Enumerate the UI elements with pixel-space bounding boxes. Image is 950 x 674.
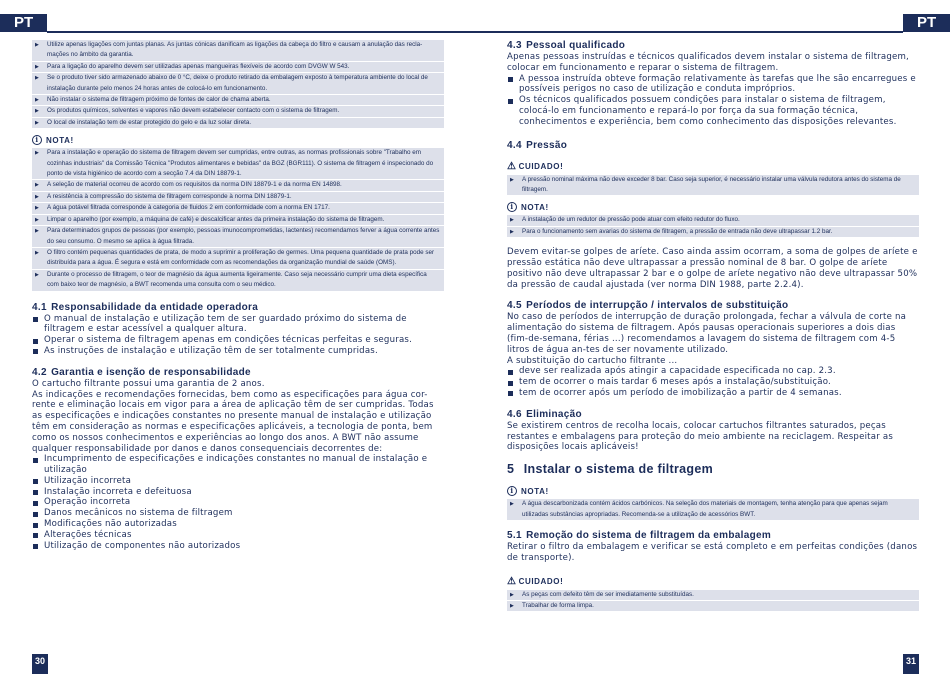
list-item: ▶ A resistência à compressão do sistema de filtragem corresponde à norma DIN 18879-1. bbox=[32, 192, 444, 202]
caution-list bbox=[507, 175, 919, 196]
list-item: Utilização de componentes não autorizados bbox=[32, 541, 444, 552]
list-item: ▶ Para o funcionamento sem avarias do sistema de filtragem, a pressão de entrada não deve ultrapassar 1.2 bar. bbox=[507, 227, 919, 237]
note-heading bbox=[32, 134, 444, 146]
list-item: ▶ Os produtos químicos, solventes e vapores não devem estabelecer contacto com o sistema de filtragem. bbox=[32, 106, 444, 116]
language-tab-right: PT bbox=[903, 14, 950, 32]
note-label: NOTA! bbox=[46, 135, 74, 145]
header-rule bbox=[47, 31, 903, 33]
list-item: Modificações não autorizadas bbox=[32, 519, 444, 530]
section-5-1-body: Retirar o filtro da embalagem e verificar se está completo e em perfeitas condições (danos de transporte). bbox=[507, 541, 918, 563]
list-item: ▶ A pressão nominal máxima não deve exceder 8 bar. Caso seja superior, é necessário instalar uma válvula redutora antes do sistema de filtragem. bbox=[507, 175, 919, 196]
list-item: tem de ocorrer após um período de imobilização a partir de 4 semanas. bbox=[507, 388, 919, 399]
warning-triangle-icon: ⚠ bbox=[507, 575, 517, 587]
warning-triangle-icon: ⚠ bbox=[507, 160, 517, 172]
list-item: ▶ Utilize apenas ligações com juntas planas. As juntas cónicas danificam as ligações da cabeça do filtro e causam a anulação das recla-mações no âmbito da garantia. bbox=[32, 40, 444, 61]
list-item: Incumprimento de especificações e indicações constantes no manual de instalação e utilização bbox=[32, 454, 444, 476]
list-item: ▶ A instalação de um redutor de pressão pode atuar com efeito redutor do fluxo. bbox=[507, 215, 919, 225]
info-icon: i bbox=[507, 486, 517, 496]
list-item: As instruções de instalação e utilização têm de ser totalmente cumpridas. bbox=[32, 346, 444, 357]
note-list bbox=[507, 215, 919, 237]
list-item: ▶ Limpar o aparelho (por exemplo, a máquina de café) e descalcificar antes da primeira instalação do sistema de filtragem. bbox=[32, 215, 444, 225]
list-item: A pessoa instruída obteve formação relativamente às tarefas que lhe são encarregues e possíveis perigos no caso de utilização e conduta impróprios. bbox=[507, 74, 919, 96]
section-heading-4-4: 4.4 Pressão bbox=[507, 139, 568, 151]
section-heading-4-3: 4.3 Pessoal qualificado bbox=[507, 40, 626, 51]
list-item: ▶ Durante o processo de filtragem, o teor de magnésio da água aumenta ligeiramente. Caso seja necessário cumprir uma dieta específica com baixo teor de magnésio, a BWT recomenda uma consulta com o seu médico. bbox=[32, 270, 444, 291]
section-heading-4-6: 4.6 Eliminação bbox=[507, 408, 582, 420]
section-4-2-body: O cartucho filtrante possui uma garantia de 2 anos. As indicações e recomendações fornecidas, bem como as especificações para água cor-rente e eliminação locais em vigor para a área de aplicação têm de ser cumpridas. Todas as especificações e indicações constantes no presente manual de instalação e utilização têm em consideração as normas e especificações aplicáveis, a tecnologia de ponta, bem como os nossos conhecimentos e experiências ao longo dos anos. A BWT não assume qualquer responsabilidade por danos e danos consequenciais decorrentes de: bbox=[32, 378, 434, 454]
list-item: Os técnicos qualificados possuem condições para instalar o sistema de filtragem, colocá-lo em funcionamento e repará-lo por força da sua formação técnica, conhecimentos e experiência, bem como conhecimento das disposições relevantes. bbox=[507, 95, 919, 127]
list-item: O manual de instalação e utilização tem de ser guardado próximo do sistema de filtragem e estar acessível a qualquer altura. bbox=[32, 314, 444, 336]
caution-label: CUIDADO! bbox=[518, 162, 564, 172]
right-column bbox=[507, 40, 919, 612]
note-label: NOTA! bbox=[521, 486, 549, 496]
page-number-left: 30 bbox=[32, 654, 48, 674]
section-4-4-body: Devem evitar-se golpes de aríete. Caso ainda assim ocorram, a soma de golpes de aríete e pressão estática não deve ultrapassar a pressão nominal de 8 bar. O golpe de aríete positivo não deve ultrapassar 2 bar e o golpe de aríete negativo não deve ultrapassar 50% da pressão de caudal ajustada (ver norma DIN 1988, parte 2.2.4). bbox=[507, 247, 918, 290]
caution-heading bbox=[507, 576, 919, 588]
section-heading-4-2: 4.2 Garantia e isenção de responsabilidade bbox=[32, 366, 251, 378]
chapter-heading-5: 5 Instalar o sistema de filtragem bbox=[507, 462, 714, 477]
info-icon: i bbox=[32, 135, 42, 145]
section-4-5-bullets bbox=[507, 366, 919, 398]
section-heading-4-5: 4.5 Períodos de interrupção / intervalos de substituição bbox=[507, 300, 789, 312]
caution-heading bbox=[507, 161, 919, 173]
list-item: Alterações técnicas bbox=[32, 530, 444, 541]
caution-list bbox=[507, 590, 919, 612]
note-label: NOTA! bbox=[521, 202, 549, 212]
list-item: ▶ A água descarbonizada contém ácidos carbónicos. Na seleção dos materiais de montagem, tenha atenção para que apenas sejam utilizadas substâncias apropriadas. Recomenda-se a utilização de acessórios BWT. bbox=[507, 499, 919, 520]
list-item: ▶ Não instalar o sistema de filtragem próximo de fontes de calor de chama aberta. bbox=[32, 95, 444, 105]
install-warnings-list bbox=[32, 40, 444, 128]
list-item: Operar o sistema de filtragem apenas em condições técnicas perfeitas e seguras. bbox=[32, 335, 444, 346]
list-item: Operação incorreta bbox=[32, 497, 444, 508]
list-item: ▶ Para determinados grupos de pessoas (por exemplo, pessoas imunocomprometidas, lactentes) recomendamos ferver a água corrente antes do seu consumo. O mesmo se aplica à água filtrada. bbox=[32, 226, 444, 247]
list-item: ▶ Se o produto tiver sido armazenado abaixo de 0 °C, deixe o produto retirado da embalagem exposto à temperatura ambiente do local de instalação durante pelo menos 24 horas antes de colocá-lo em funcionamento. bbox=[32, 73, 444, 94]
section-4-2-bullets bbox=[32, 454, 444, 551]
note-list bbox=[507, 499, 919, 520]
section-4-1-bullets bbox=[32, 314, 444, 357]
list-item: Instalação incorreta e defeituosa bbox=[32, 487, 444, 498]
section-heading-5-1: 5.1 Remoção do sistema de filtragem da embalagem bbox=[507, 529, 772, 541]
section-4-3-bullets bbox=[507, 74, 919, 128]
note-heading bbox=[507, 201, 919, 213]
caution-label: CUIDADO! bbox=[518, 577, 564, 587]
language-tab-left: PT bbox=[0, 14, 47, 32]
page-number-right: 31 bbox=[903, 654, 919, 674]
list-item: deve ser realizada após atingir a capacidade especificada no cap. 2.3. bbox=[507, 366, 919, 377]
list-item: ▶ Trabalhar de forma limpa. bbox=[507, 601, 919, 611]
left-column bbox=[32, 40, 444, 551]
list-item: tem de ocorrer o mais tardar 6 meses após a instalação/substituição. bbox=[507, 377, 919, 388]
note-heading bbox=[507, 485, 919, 497]
section-4-3-body: Apenas pessoas instruídas e técnicos qualificados devem instalar o sistema de filtragem, colocar em funcionamento e reparar o sistema de filtragem. bbox=[507, 52, 909, 73]
info-icon: i bbox=[507, 202, 517, 212]
list-item: ▶ O filtro contém pequenas quantidades de prata, de modo a suprimir a proliferação de germes. Uma pequena quantidade de prata pode ser distribuída para a água. É segura e está em conformidade com as recomendações da organização mundial de saúde (OMS). bbox=[32, 248, 444, 269]
list-item: ▶ A seleção de material ocorreu de acordo com os requisitos da norma DIN 18879-1 e da norma EN 14898. bbox=[32, 180, 444, 190]
section-4-6-body: Se existirem centros de recolha locais, colocar cartuchos filtrantes saturados, peças restantes e embalagens para proteção do meio ambiente na reciclagem. Respeitar as disposições locais aplicáveis! bbox=[507, 420, 894, 453]
section-heading-4-1: 4.1 Responsabilidade da entidade operadora bbox=[32, 301, 259, 313]
list-item: ▶ Para a instalação e operação do sistema de filtragem devem ser cumpridas, entre outras, as normas profissionais sobre "Trabalho em cozinhas industriais" da Comissão Técnica "Produtos alimentares e bebidas" da BGZ (BGR111). O sistema de filtragem é inspecionado do ponto de vista higiénico de acordo com a secção 7.4 da DIN 18879-1. bbox=[32, 148, 444, 179]
list-item: ▶ A água potável filtrada corresponde à categoria de fluidos 2 em conformidade com a norma EN 1717. bbox=[32, 203, 444, 213]
note-list bbox=[32, 148, 444, 290]
list-item: Utilização incorreta bbox=[32, 476, 444, 487]
section-4-5-body: No caso de períodos de interrupção de duração prolongada, fechar a válvula de corte na alimentação do sistema de filtragem. Após pausas operacionais superiores a dois dias (fim-de-semana, férias ...) recomendamos a lavagem do sistema de filtragem com 4-5 litros de água an-tes de ser novamente utilizado. A substituição do cartucho filtrante ... bbox=[507, 312, 907, 366]
list-item: ▶ Para a ligação do aparelho devem ser utilizadas apenas mangueiras flexíveis de acordo com DVGW W 543. bbox=[32, 62, 444, 72]
list-item: ▶ O local de instalação tem de estar protegido do gelo e da luz solar direta. bbox=[32, 118, 444, 128]
list-item: ▶ As peças com defeito têm de ser imediatamente substituídas. bbox=[507, 590, 919, 600]
list-item: Danos mecânicos no sistema de filtragem bbox=[32, 508, 444, 519]
